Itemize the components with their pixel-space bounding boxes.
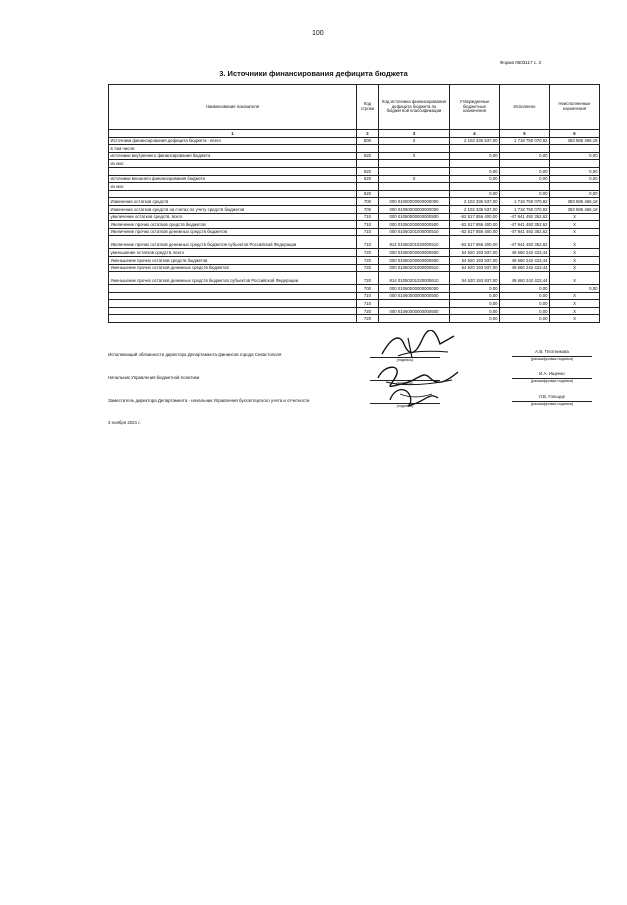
cell-indicator-name: из них: (109, 160, 357, 168)
cell-indicator-name (109, 307, 357, 315)
cell-executed: 0,00 (500, 315, 550, 323)
cell-source-code: X (379, 137, 450, 145)
cell-source-code: 000 01050000000000000 (379, 205, 450, 213)
cell-unexecuted: X (550, 307, 600, 315)
header-unexecuted: Неисполненные назначения (550, 85, 600, 130)
cell-source-code: 000 01050000000000600 (379, 249, 450, 257)
cell-indicator-name: Уменьшение прочих остатков средств бюджетов (109, 256, 357, 264)
cell-unexecuted: X (550, 272, 600, 285)
cell-row-code: 720 (357, 256, 379, 264)
cell-row-code: 520 (357, 152, 379, 160)
name-hint: (расшифровка подписи) (530, 357, 574, 361)
cell-source-code: 000 01050000000000500 (379, 213, 450, 221)
cell-indicator-name (109, 167, 357, 175)
column-number: 3 (379, 130, 450, 138)
table-row (109, 236, 600, 249)
cell-executed: 0,00 (500, 300, 550, 308)
cell-row-code: 500 (357, 137, 379, 145)
cell-unexecuted: 383 585 466,18 (550, 137, 600, 145)
cell-indicator-name: Источники финансирования дефицита бюджета - всего (109, 137, 357, 145)
cell-approved: 2 102 336 537,00 (450, 198, 500, 206)
cell-source-code: 000 01050201000000510 (379, 228, 450, 236)
cell-executed: 49 660 242 423,44 (500, 249, 550, 257)
cell-executed: 1 718 750 070,82 (500, 205, 550, 213)
cell-row-code: 700 (357, 285, 379, 293)
table-row (109, 213, 600, 221)
header-row-code: Код строки (357, 85, 379, 130)
form-code: Форма 0503117 с. 3 (500, 60, 541, 65)
cell-row-code: 710 (357, 236, 379, 249)
cell-indicator-name (109, 292, 357, 300)
table-row (109, 145, 600, 153)
cell-source-code: 814 01050201020000510 (379, 236, 450, 249)
cell-unexecuted: X (550, 292, 600, 300)
cell-indicator-name: из них: (109, 183, 357, 191)
cell-row-code: 710 (357, 221, 379, 229)
cell-approved: 54 620 193 937,00 (450, 264, 500, 272)
cell-approved: -52 517 856 400,00 (450, 213, 500, 221)
cell-unexecuted: 0,00 (550, 285, 600, 293)
table-row (109, 249, 600, 257)
cell-source-code: 000 01050201000000610 (379, 264, 450, 272)
signatory-name: А.В. Плотникова (535, 349, 569, 354)
cell-indicator-name: в том числе: (109, 145, 357, 153)
cell-source-code (379, 145, 450, 153)
cell-approved: 0,00 (450, 307, 500, 315)
cell-approved (450, 145, 500, 153)
table-row (109, 272, 600, 285)
cell-row-code: 700 (357, 205, 379, 213)
signatory-name: Л.В. Гольцце (538, 394, 566, 399)
signatory-name: И.А. Ищенко (539, 371, 565, 376)
cell-indicator-name (109, 300, 357, 308)
table-row (109, 198, 600, 206)
cell-executed: 1 718 750 070,82 (500, 198, 550, 206)
cell-source-code: 000 01060000000000600 (379, 307, 450, 315)
cell-row-code: 520 (357, 167, 379, 175)
cell-row-code: 710 (357, 292, 379, 300)
cell-unexecuted: 0,00 (550, 167, 600, 175)
cell-indicator-name: Изменение остатков средств (109, 198, 357, 206)
table-row (109, 315, 600, 323)
cell-approved: 0,00 (450, 292, 500, 300)
cell-indicator-name: источники внешнего финансирования бюджета (109, 175, 357, 183)
cell-approved: 2 102 336 537,00 (450, 205, 500, 213)
cell-approved: 54 620 193 937,00 (450, 272, 500, 285)
cell-approved: 0,00 (450, 315, 500, 323)
cell-unexecuted: X (550, 213, 600, 221)
cell-unexecuted: X (550, 315, 600, 323)
table-row (109, 137, 600, 145)
cell-approved: -52 517 856 400,00 (450, 228, 500, 236)
table-row (109, 264, 600, 272)
cell-indicator-name: увеличение остатков средств, всего (109, 213, 357, 221)
table-row (109, 183, 600, 191)
cell-unexecuted: X (550, 228, 600, 236)
header-source-code: Код источника финансирования дефицита бюджета по бюджетной классификации (379, 85, 450, 130)
table-row (109, 221, 600, 229)
page-number: 100 (312, 30, 324, 37)
cell-executed: 0,00 (500, 167, 550, 175)
cell-indicator-name: Уменьшение прочих остатков денежных средств бюджетов субъектов Российской Федерации (109, 272, 357, 285)
cell-executed: 0,00 (500, 190, 550, 198)
cell-executed: -47 941 492 352,62 (500, 236, 550, 249)
cell-indicator-name (109, 190, 357, 198)
financing-sources-table (108, 84, 600, 323)
cell-row-code: 710 (357, 213, 379, 221)
column-number: 5 (500, 130, 550, 138)
table-row (109, 160, 600, 168)
table-header-row (109, 85, 600, 130)
cell-row-code: 720 (357, 264, 379, 272)
cell-executed: -47 941 492 352,62 (500, 213, 550, 221)
cell-executed: -47 941 492 352,62 (500, 228, 550, 236)
cell-indicator-name: Увеличение прочих остатков денежных средств бюджетов субъектов Российской Федерации (109, 236, 357, 249)
table-row (109, 307, 600, 315)
cell-executed: 1 718 750 070,82 (500, 137, 550, 145)
table-row (109, 256, 600, 264)
cell-approved: 54 620 193 937,00 (450, 256, 500, 264)
header-approved: Утвержденные бюджетные назначения (450, 85, 500, 130)
cell-row-code (357, 183, 379, 191)
cell-executed (500, 145, 550, 153)
cell-row-code: 620 (357, 175, 379, 183)
cell-approved: 0,00 (450, 190, 500, 198)
table-row (109, 228, 600, 236)
handwritten-signature-1 (378, 330, 458, 362)
signature-hint: (подпись) (396, 404, 414, 408)
cell-unexecuted: X (550, 256, 600, 264)
header-indicator-name: Наименование показателя (109, 85, 357, 130)
cell-row-code: 620 (357, 190, 379, 198)
table-row (109, 190, 600, 198)
cell-source-code (379, 183, 450, 191)
cell-executed (500, 160, 550, 168)
cell-source-code (379, 167, 450, 175)
cell-indicator-name: Уменьшение прочих остатков денежных средств бюджетов (109, 264, 357, 272)
cell-unexecuted: 0,00 (550, 175, 600, 183)
cell-source-code: 000 01000000000000000 (379, 198, 450, 206)
cell-executed (500, 183, 550, 191)
table-row (109, 300, 600, 308)
cell-unexecuted: 383 585 466,18 (550, 205, 600, 213)
handwritten-signature-3 (384, 384, 444, 410)
cell-source-code (379, 300, 450, 308)
signature-role: Исполняющий обязанности директора Департамента финансов города Севастополя (108, 352, 282, 357)
cell-indicator-name: уменьшение остатков средств, всего (109, 249, 357, 257)
column-number: 2 (357, 130, 379, 138)
cell-unexecuted: X (550, 221, 600, 229)
cell-source-code: 814 01050201020000610 (379, 272, 450, 285)
signature-role: Начальник Управления бюджетной политики (108, 375, 200, 380)
signature-hint: (подпись) (396, 381, 414, 385)
cell-source-code (379, 315, 450, 323)
cell-source-code: 000 01060000000000000 (379, 285, 450, 293)
cell-unexecuted (550, 160, 600, 168)
cell-approved: -52 517 856 400,00 (450, 221, 500, 229)
cell-row-code: 700 (357, 198, 379, 206)
cell-source-code: 000 01050200000000600 (379, 256, 450, 264)
cell-executed: 0,00 (500, 307, 550, 315)
cell-indicator-name (109, 285, 357, 293)
cell-approved (450, 183, 500, 191)
cell-indicator-name: Изменение остатков средств на счетах по учету средств бюджетов (109, 205, 357, 213)
cell-unexecuted: 383 585 466,18 (550, 198, 600, 206)
cell-row-code (357, 160, 379, 168)
cell-approved: 2 102 336 537,00 (450, 137, 500, 145)
cell-source-code: X (379, 152, 450, 160)
cell-source-code (379, 160, 450, 168)
cell-source-code: 000 01050200000000500 (379, 221, 450, 229)
header-executed: Исполнено (500, 85, 550, 130)
column-number: 4 (450, 130, 500, 138)
cell-unexecuted: 0,00 (550, 190, 600, 198)
cell-approved: 0,00 (450, 167, 500, 175)
signature-hint: (подпись) (396, 358, 414, 362)
cell-indicator-name: Увеличение прочих остатков средств бюджетов (109, 221, 357, 229)
cell-approved (450, 160, 500, 168)
cell-row-code: 710 (357, 300, 379, 308)
cell-row-code: 710 (357, 228, 379, 236)
table-row (109, 175, 600, 183)
cell-row-code (357, 145, 379, 153)
table-row (109, 152, 600, 160)
report-date: 3 ноября 2021 г. (108, 420, 141, 425)
cell-approved: 0,00 (450, 152, 500, 160)
table-row (109, 292, 600, 300)
cell-approved: 0,00 (450, 285, 500, 293)
cell-indicator-name: Увеличение прочих остатков денежных средств бюджетов (109, 228, 357, 236)
cell-row-code: 720 (357, 249, 379, 257)
cell-unexecuted: X (550, 249, 600, 257)
document-title: 3. Источники финансирования дефицита бюджета (219, 69, 408, 78)
cell-executed: 0,00 (500, 175, 550, 183)
cell-executed: 49 660 242 423,44 (500, 264, 550, 272)
cell-source-code (379, 190, 450, 198)
column-number: 1 (109, 130, 357, 138)
cell-indicator-name: источники внутреннего финансирования бюджета (109, 152, 357, 160)
cell-unexecuted: X (550, 236, 600, 249)
cell-executed: 49 660 242 423,44 (500, 272, 550, 285)
cell-unexecuted: 0,00 (550, 152, 600, 160)
signature-role: Заместитель директора Департамента - начальник Управления бухгалтерского учета и отчетности (108, 398, 310, 403)
cell-approved: 0,00 (450, 300, 500, 308)
cell-source-code: X (379, 175, 450, 183)
cell-approved: 0,00 (450, 175, 500, 183)
column-number: 6 (550, 130, 600, 138)
cell-row-code: 720 (357, 315, 379, 323)
cell-indicator-name (109, 315, 357, 323)
cell-unexecuted (550, 183, 600, 191)
cell-executed: 0,00 (500, 285, 550, 293)
name-hint: (расшифровка подписи) (530, 402, 574, 406)
cell-unexecuted (550, 145, 600, 153)
cell-approved: -52 517 856 400,00 (450, 236, 500, 249)
table-row (109, 167, 600, 175)
cell-executed: 0,00 (500, 152, 550, 160)
cell-approved: 54 620 193 937,00 (450, 249, 500, 257)
cell-row-code: 720 (357, 307, 379, 315)
cell-executed: 49 660 242 423,44 (500, 256, 550, 264)
name-hint: (расшифровка подписи) (530, 379, 574, 383)
cell-source-code: 000 01060000000000500 (379, 292, 450, 300)
table-body (109, 137, 600, 322)
cell-row-code: 720 (357, 272, 379, 285)
cell-executed: -47 941 492 352,62 (500, 221, 550, 229)
column-number-row (109, 130, 600, 138)
cell-unexecuted: X (550, 264, 600, 272)
cell-executed: 0,00 (500, 292, 550, 300)
cell-unexecuted: X (550, 300, 600, 308)
table-row (109, 205, 600, 213)
table-row (109, 285, 600, 293)
